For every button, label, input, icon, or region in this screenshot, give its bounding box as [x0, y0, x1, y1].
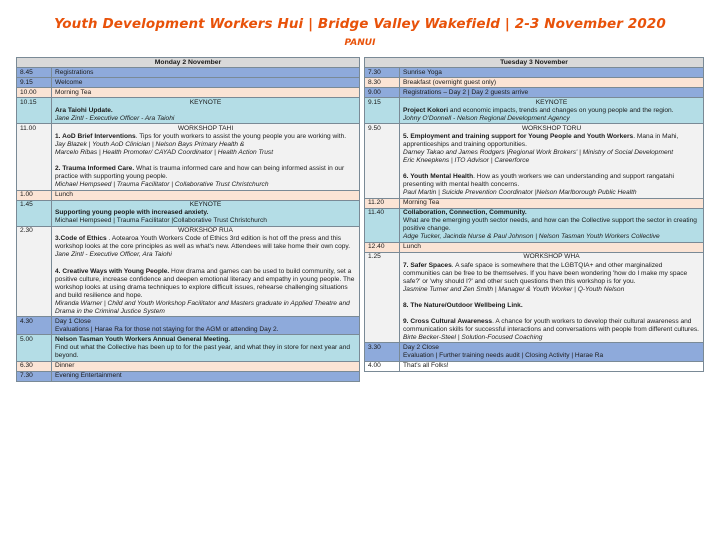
tuesday-schedule-table: [364, 57, 704, 372]
presenter: Birte Becker-Steel | Solution-Focused Coaching: [403, 333, 543, 341]
presenter: Eric Kneepkens | ITO Advisor | Careerforce: [403, 157, 530, 165]
time-cell: 12.40: [365, 242, 400, 252]
workshop-description: . Aotearoa Youth Workers Code of Ethics 3rd edition is hot off the press and this workshop looks at the core principles as well as what's new. Attendees will take home their own copy.: [55, 235, 351, 251]
session-cell: [400, 124, 704, 198]
session-description: What are the emerging youth sector needs, and how can the Collective support the sector in creating positive change.: [403, 217, 697, 233]
session-description: Evaluation | Further training needs audit | Closing Activity | Harae Ra: [403, 351, 604, 359]
page-subtitle: PANUI: [344, 38, 376, 48]
table-row: [365, 198, 704, 208]
workshop-item: [403, 318, 700, 334]
spacer: [403, 165, 700, 173]
table-row: [365, 88, 704, 98]
time-cell: 10.15: [17, 98, 52, 124]
time-cell: 1.45: [17, 200, 52, 226]
monday-schedule-table: [16, 57, 360, 382]
table-row: [365, 361, 704, 371]
session-description: Find out what the Collective has been up to for the past year, and what they in store for next year and beyond.: [55, 343, 351, 359]
workshop-item: [55, 235, 356, 251]
workshop-item: [403, 262, 700, 286]
presenter: Michael Hempseed | Trauma Facilitator |Collaborative Trust Christchurch: [55, 217, 267, 225]
table-row: [17, 200, 360, 226]
session-cell: [52, 124, 360, 190]
session-cell: [52, 335, 360, 361]
session-cell: Registrations: [52, 68, 360, 78]
page-title: Youth Development Workers Hui | Bridge Valley Wakefield | 2-3 November 2020: [54, 16, 666, 32]
session-cell: Registrations – Day 2 | Day 2 guests arrive: [400, 88, 704, 98]
workshop-description: What is trauma informed care and how can being informed assist in our practice with supporting young people.: [55, 165, 345, 181]
session-title: Project Kokori: [403, 106, 449, 114]
time-cell: 9.00: [365, 88, 400, 98]
presenter: Jasmine Turner and Zen Smith | Manager & Youth Worker | Q-Youth Nelson: [403, 285, 625, 293]
table-row: [365, 252, 704, 342]
presenter: Jane Zintl - Executive Officer, Ara Taiohi: [55, 251, 172, 259]
presenter: Marcelo Ribas | Health Promoter/ CAYAD Coordinator | Health Action Trust: [55, 148, 274, 156]
time-cell: 2.30: [17, 226, 52, 316]
time-cell: 11.40: [365, 208, 400, 242]
session-type-label: WORKSHOP RUA: [178, 227, 233, 235]
time-cell: 7.30: [17, 371, 52, 381]
session-cell: [400, 208, 704, 242]
presenter: Paul Martin | Suicide Prevention Coordinator |Nelson Marlborough Public Health: [403, 189, 637, 197]
session-title: Nelson Tasman Youth Workers Annual General Meeting.: [55, 335, 231, 343]
session-cell: [52, 200, 360, 226]
presenter: Jay Blazek | Youth AoD Clinician | Nelson Bays Primary Health &: [55, 140, 245, 148]
session-cell: [400, 252, 704, 342]
table-row: [17, 335, 360, 361]
workshop-description: How drama and games can be used to build community, set a positive culture, increase confidence and deepen emotional literacy and empathy in young people. The workshop looks at using drama techniques to explore difficult issues, rehearse challenging situations and build resilience and hope.: [55, 267, 355, 299]
time-cell: 11.20: [365, 198, 400, 208]
session-cell: Morning Tea: [52, 88, 360, 98]
presenter: Michael Hempseed | Trauma Facilitator | Collaborative Trust Christchurch: [55, 181, 269, 189]
table-row: [17, 124, 360, 190]
tuesday-day-header: Tuesday 3 November: [365, 58, 704, 68]
time-cell: 1.25: [365, 252, 400, 342]
presenter: Miranda Warner | Child and Youth Workshop Facilitator and Masters graduate in Applied Theatre and Drama in the Criminal Justice System: [55, 299, 350, 315]
session-cell: [52, 226, 360, 316]
workshop-title: 6. Youth Mental Health: [403, 173, 474, 181]
time-cell: 4.30: [17, 317, 52, 335]
session-cell: Dinner: [52, 361, 360, 371]
session-cell: That's all Folks!: [400, 361, 704, 371]
workshop-item: [403, 133, 700, 149]
presenter: Adge Tucker, Jacinda Nurse & Paul Johnson | Nelson Tasman Youth Workers Collective: [403, 233, 660, 241]
time-cell: 3.30: [365, 343, 400, 361]
table-row: [365, 78, 704, 88]
session-title: Collaboration, Connection, Community.: [403, 209, 527, 217]
table-row: [17, 361, 360, 371]
time-cell: 10.00: [17, 88, 52, 98]
session-cell: [400, 343, 704, 361]
workshop-title: 9. Cross Cultural Awareness: [403, 317, 493, 325]
spacer: [55, 260, 356, 268]
time-cell: 11.00: [17, 124, 52, 190]
session-cell: Morning Tea: [400, 198, 704, 208]
workshop-item: [55, 268, 356, 300]
spacer: [403, 310, 700, 318]
workshop-title: 4. Creative Ways with Young People.: [55, 267, 170, 275]
table-row: [17, 98, 360, 124]
workshop-item: [55, 133, 356, 141]
workshop-title: 1. AoD Brief Interventions: [55, 132, 136, 140]
table-row: [17, 226, 360, 316]
time-cell: 7.30: [365, 68, 400, 78]
table-row: [365, 68, 704, 78]
time-cell: 5.00: [17, 335, 52, 361]
workshop-description: . How as youth workers we can understanding and support rangatahi presenting with mental health concerns.: [403, 173, 674, 189]
presenter: Johny O'Donnell - Nelson Regional Development Agency: [403, 114, 570, 122]
presenter: Jane Zintl - Executive Officer - Ara Taiohi: [55, 114, 175, 122]
workshop-title: 2. Trauma Informed Care.: [55, 165, 135, 173]
session-type-label: WORKSHOP TORU: [521, 124, 582, 132]
table-row: [17, 68, 360, 78]
workshop-item: [55, 165, 356, 181]
monday-day-header: Monday 2 November: [17, 58, 360, 68]
table-row: [365, 98, 704, 124]
session-title: Day 1 Close: [55, 317, 91, 325]
time-cell: 9.15: [17, 78, 52, 88]
session-cell: Sunrise Yoga: [400, 68, 704, 78]
session-type-label: KEYNOTE: [189, 201, 222, 209]
session-cell: Breakfast (overnight guest only): [400, 78, 704, 88]
workshop-description: . A safe space is somewhere that the LGBTQIA+ and other marginalized communities can be free to be themselves. If you have been wondering 'how do I make my space safe?' or 'why should I?' and other such questions then this workshop is for you.: [403, 261, 688, 285]
presenter: Darney Takao and James Rodgers |Regional Work Brokers' | Ministry of Social Development: [403, 148, 674, 156]
table-row: [17, 88, 360, 98]
workshop-description: . A chance for youth workers to develop their cultural awareness and communication skills for successful interactions and conversations with people from different cultures.: [403, 317, 700, 333]
table-row: [17, 371, 360, 381]
table-row: [365, 242, 704, 252]
session-cell: [400, 98, 704, 124]
time-cell: 9.50: [365, 124, 400, 198]
table-row: [17, 190, 360, 200]
table-row: [365, 124, 704, 198]
spacer: [55, 157, 356, 165]
session-cell: Welcome: [52, 78, 360, 88]
session-type-label: KEYNOTE: [189, 98, 222, 106]
session-type-label: WORKSHOP TAHI: [177, 124, 234, 132]
time-cell: 8.30: [365, 78, 400, 88]
session-type-label: KEYNOTE: [535, 98, 568, 106]
session-item: [403, 107, 700, 115]
table-row: [365, 343, 704, 361]
time-cell: 1.00: [17, 190, 52, 200]
session-title: Supporting young people with increased anxiety.: [55, 209, 209, 217]
table-row: [365, 208, 704, 242]
workshop-description: . Mana in Mahi, apprenticeships and training opportunities.: [403, 132, 679, 148]
time-cell: 9.15: [365, 98, 400, 124]
time-cell: 4.00: [365, 361, 400, 371]
workshop-title: 8. The Nature/Outdoor Wellbeing Link.: [403, 301, 523, 309]
workshop-title: 3.Code of Ethics: [55, 235, 107, 243]
session-description: Evaluations | Harae Ra for those not staying for the AGM or attending Day 2.: [55, 325, 279, 333]
session-title: Day 2 Close: [403, 343, 439, 351]
time-cell: 6.30: [17, 361, 52, 371]
session-cell: [52, 317, 360, 335]
session-description: and economic impacts, trends and changes on young people and the region.: [448, 106, 674, 114]
workshop-item: [403, 173, 700, 189]
session-type-label: WORKSHOP WHA: [523, 253, 580, 261]
workshop-description: . Tips for youth workers to assist the young people you are working with.: [135, 132, 347, 140]
spacer: [403, 294, 700, 302]
session-cell: Evening Entertainment: [52, 371, 360, 381]
workshop-title: 5. Employment and training support for Young People and Youth Workers: [403, 132, 634, 140]
session-title: Ara Taiohi Update.: [55, 106, 113, 114]
time-cell: 8.45: [17, 68, 52, 78]
table-row: [17, 78, 360, 88]
table-row: [17, 317, 360, 335]
session-cell: [52, 98, 360, 124]
session-cell: Lunch: [400, 242, 704, 252]
session-cell: Lunch: [52, 190, 360, 200]
workshop-title: 7. Safer Spaces: [403, 261, 452, 269]
